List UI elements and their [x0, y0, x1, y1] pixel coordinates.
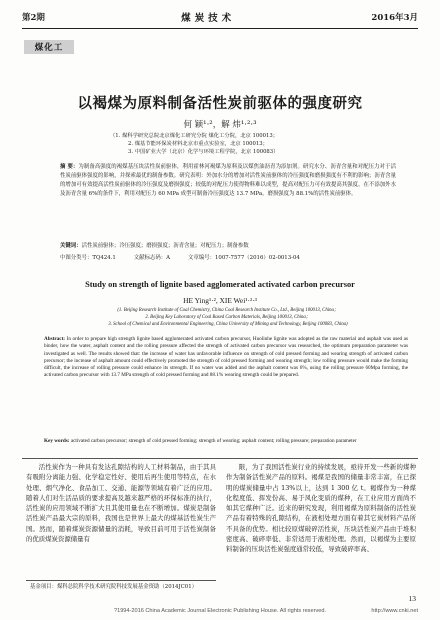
copyright-footer [0, 608, 440, 614]
affiliation-cn-1: （1. 煤科学研究总院北京煤化工研究分院 煤化工分院，北京 100013； [110, 133, 279, 139]
article-title-cn: 以褐煤为原料制备活性炭前驱体的强度研究 [77, 95, 363, 112]
classification-row [60, 253, 396, 261]
article-title-en: Study on strength of lignite based agglomerated activated carbon precursor [85, 280, 355, 289]
affiliation-cn-2: 2. 煤基节能环保炭材料北京市重点实验室，北京 100013； [128, 141, 268, 147]
keywords-cn [60, 242, 396, 251]
funding-note: 基金项目：煤科总院科学技术研究院科技发展基金资助（2014JC01） [30, 584, 198, 590]
document-code: 文献标志码：A [133, 255, 171, 261]
abstract-en [44, 336, 408, 380]
footer-url: http://www.cnki.net [371, 608, 418, 614]
journal-name: 煤炭技术 [181, 13, 236, 24]
section-divider [22, 458, 418, 459]
affiliation-en-2: 2. Beijing Key Laboratory of Coal Based Carbon Materials, Beijing 100013, China； [145, 315, 311, 320]
section-tab: 煤化工 [24, 40, 74, 54]
affiliation-en-3: 3. School of Chemical and Environmental Engineering, China University of Mining and Technology, Beijing 100083, China) [108, 322, 348, 327]
keywords-en [44, 438, 408, 445]
issue-number: 第2期 [22, 13, 45, 23]
page-number: 13 [408, 594, 416, 603]
authors-en: HE Ying¹·², XIE Wei¹·²·³ [183, 296, 257, 305]
clc-number: 中图分类号：TQ424.1 [60, 255, 116, 261]
keywords-en-label: Key words: [44, 438, 70, 444]
copyright-text: ?1994-2016 China Academic Journal Electronic Publishing House. All rights reserved. [113, 608, 327, 614]
abstract-cn [60, 163, 396, 199]
abstract-en-label: Abstract: [44, 336, 66, 342]
issue-date: 2016年3月 [371, 13, 418, 23]
affiliation-en-1: (1. Beijing Research Institute of Coal Chemistry, China Coal Research Institute Co., Ltd., Beijing 100013, China； [117, 308, 339, 313]
body-column-left: 活性炭作为一种具有发达孔隙结构的人工材料制品，由于其具有吸附分离能力强、化学稳定性好、使用后再生使用等特点，在水处理、烟气净化、食品加工、交通、能源等领域有着广泛的应用。随着人们对生活品质的要求提高及越来越严格的环保标准的执行，活性炭的应用领域不断扩大且其使用量也在不断增加。煤炭是制备活性炭产品最大宗的原料，我国也是世界上最大的煤基活性炭生产国。然而，随着煤炭资源储量的消耗，导致目前可用于活性炭制备的优质煤炭资源储量有 [26, 463, 216, 544]
abstract-cn-label: 摘 要： [60, 164, 79, 170]
keywords-cn-text: 活性炭前驱体；冷压强度；磨损强度；沥青含量；对配压力；制备参数 [81, 243, 249, 249]
footnote-rule [26, 580, 216, 581]
abstract-en-text: In order to prepare high strength lignite based agglomerated activated carbon precursor, Huolinhe lignite was adopted as the raw material and asphalt was used as binder, how the water, asphalt content and the rolling pressure affected the strength of activated carbon precursor was researched, the optimum preparation parameter was investigated as well. The results showed that: the increase of water has unfavorable influence on strength of cold pressed forming and wearing strength of activated carbon precursor; the increase of asphalt amount could effectively promoted the strength of cold pressed forming and wearing strength; low rolling pressure would make the forming difficult, the increase of rolling pressure could enhance its strength. If no water was added and the asphalt content was 6%, using the rolling pressure 60Mpa forming, the activated carbon precursor with 13.7 MPa strength of cold pressed forming and 88.1% wearing strength could be prepared. [44, 336, 409, 379]
running-header [22, 6, 418, 28]
keywords-cn-label: 关键词： [60, 243, 82, 249]
authors-cn: 何 颖¹·²，解 炜¹·²·³ [183, 120, 257, 130]
header-rule [22, 28, 418, 29]
article-id: 文章编号：1007-7577（2016）02-0013-04 [188, 255, 300, 261]
abstract-cn-text: 为制备高强度的褐煤基压块活性炭前驱体，利用霍林河褐煤为原料及以煤焦油沥青为添加剂。研究水分、沥青含量和对配压力对于活性炭前驱体强度的影响，并探索最优的制备参数。研究表明：外加水分的增加对活性炭前驱体的冷压强度和磨损强度有不利的影响；沥青含量的增加可有效提高活性炭前驱体的冷压强度及磨损强度；较低的对配压力使得物料难以成型，提高对配压力可有效提高其强度。在不添加外水及沥青含量 6%的条件下，利用对配压力 60 MPa 成型可制备冷压强度达 13.7 MPa，磨损强度为 88.1%的活性炭前驱体。 [60, 164, 396, 197]
body-column-right: 限，为了我国活性炭行业的持续发展，亟待开发一些新的煤种作为制备活性炭产品的原料。褐煤是我国的储量非常丰富，在已探明的煤炭储量中占 13%以上，达到 1 300 亿 t。褐煤作为一种煤化程度低、挥发份高、易于风化变质的煤种，在工业应用方面尚不如其它煤种广泛。近来的研究发现，利用褐煤为原料制备的活性炭产品有着特殊的孔隙结构，在液相处理方面有着其它炭材料产品所不具备的优势。相比较原煤破碎活性炭，压块活性炭产品由于堆积密度高、破碎率低、非常适用于液相处理。然而，以褐煤为主要原料制备的压块活性炭强度通常较低，导致破碎率高、 [226, 463, 416, 554]
keywords-en-text: activated carbon precursor; strength of cold pressed forming; strength of wearing; asphalt content; rolling pressure; preparation parameter [70, 438, 357, 444]
affiliation-cn-3: 3. 中国矿业大学（北京）化学与环境工程学院，北京 100083） [128, 149, 279, 155]
